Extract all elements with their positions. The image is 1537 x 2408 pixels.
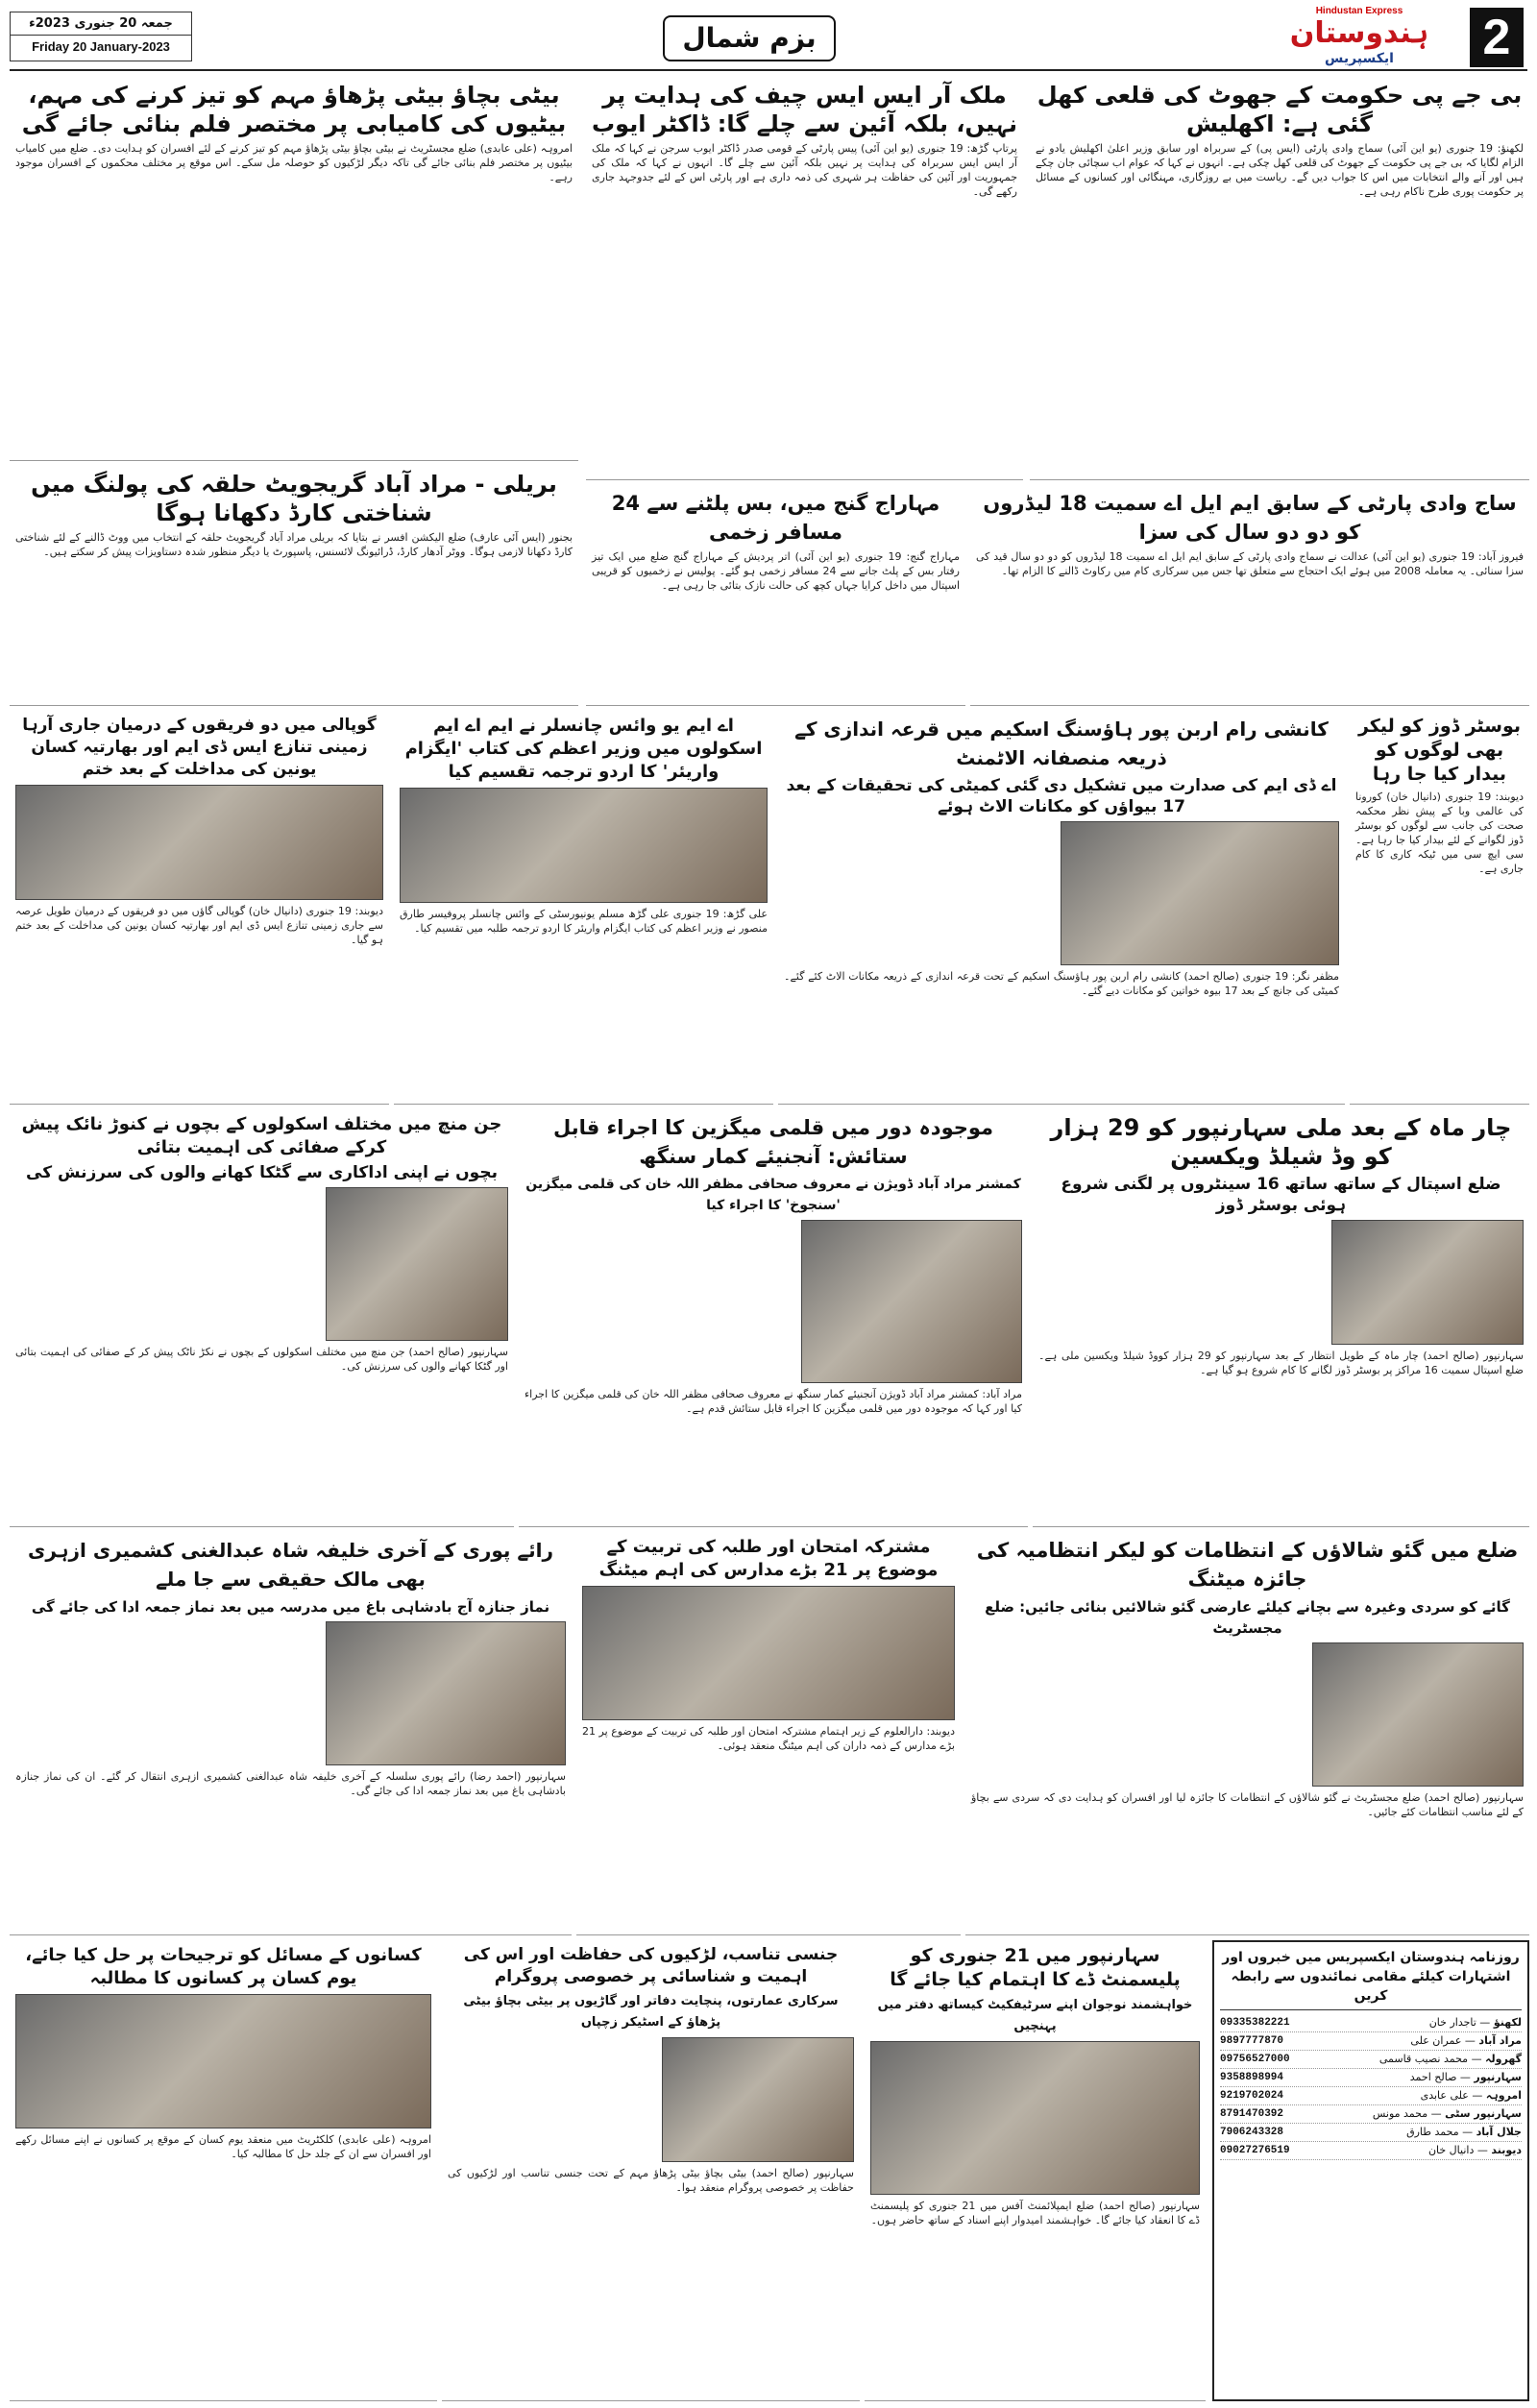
contact-city: لکھنؤ <box>1493 2016 1522 2029</box>
contact-row: سہارنپور سٹی — محمد مونس 8791470392 <box>1220 2105 1522 2124</box>
article-headline: جن منچ میں مختلف اسکولوں کے بچوں نے کنوڑ نائک پیش کرکے صفائی کی اہمیت بتائی <box>21 1114 502 1157</box>
article-subhead: گائے کو سردی وغیرہ سے بچانے کیلئے عارضی گئو شالائیں بنائی جائیں: ضلع مجسٹریٹ <box>985 1598 1510 1637</box>
article-photo <box>1061 821 1339 965</box>
contact-name: تاجدار خان <box>1428 2016 1476 2029</box>
article-headline: رائے پوری کے آخری خلیفہ شاہ عبدالغنی کشمیری ازہری بھی مالک حقیقی سے جا ملے <box>28 1539 553 1591</box>
contact-list <box>1220 2014 1522 2160</box>
contact-row: جلال آباد — محمد طارق 7906243328 <box>1220 2124 1522 2142</box>
article-subhead: سرکاری عمارتوں، پنچایت دفاتر اور گاڑیوں پر بیٹی بچاؤ بیٹی پڑھاؤ کے اسٹیکر زچپاں <box>463 1994 839 2030</box>
contact-phone: 09756527000 <box>1220 2054 1290 2065</box>
article-body: امروہہ (علی عابدی) کلکٹریٹ میں منعقد یوم کسان کے موقع پر کسانوں نے اپنے مسائل رکھے اور افسران سے ان کے جلد حل کا مطالبہ کیا۔ <box>15 2133 431 2160</box>
article-a1 <box>1030 77 1529 480</box>
article-photo <box>15 1994 431 2128</box>
contact-city: امروہہ <box>1485 2089 1522 2102</box>
article-headline: بریلی - مراد آباد گریجویٹ حلقہ کی پولنگ میں شناختی کارڈ دکھانا ہوگا <box>31 471 557 526</box>
logo-urdu-sub: ایکسپریس <box>1325 51 1394 66</box>
contact-name: عمران علی <box>1410 2034 1462 2047</box>
article-body: سہارنپور (صالح احمد) ضلع ایمپلائمنٹ آفس میں 21 جنوری کو پلیسمنٹ ڈے کا انعقاد کیا جائے گا۔ خواہشمند امیدوار اپنے اسناد کے ساتھ حاضر ہوں۔ <box>870 2200 1200 2226</box>
contact-name: علی عابدی <box>1420 2089 1469 2102</box>
article-headline: سہارنپور میں 21 جنوری کو پلیسمنٹ ڈے کا اہتمام کیا جائے گا <box>890 1945 1181 1990</box>
newspaper-logo <box>1258 6 1460 67</box>
article-subhead: کمشنر مراد آباد ڈویژن نے معروف صحافی مظفر اللہ خان کی قلمی میگزین 'سنجوخ' کا اجراء کیا <box>525 1177 1021 1213</box>
article-a12 <box>519 1109 1028 1527</box>
article-headline: چار ماہ کے بعد ملی سہارنپور کو 29 ہزار کو وڈ شیلڈ ویکسین <box>1050 1114 1512 1170</box>
article-a19 <box>10 1940 437 2401</box>
article-photo <box>326 1621 566 1765</box>
article-body: فیروز آباد: 19 جنوری (یو این آئی) عدالت نے سماج وادی پارٹی کے سابق ایم ایل اے سمیت 18 لیڈروں کو دو دو سال قید کی سزا سنائی۔ یہ معاملہ 2008 میں ہوئے ایک احتجاج سے متعلق تھا جس میں سرکاری کام میں رکاوٹ ڈالنے کا الزام تھا۔ <box>976 550 1525 577</box>
article-a9 <box>394 711 773 1105</box>
article-headline: ساج وادی پارٹی کے سابق ایم ایل اے سمیت 18 لیڈروں کو دو دو سال کی سزا <box>983 492 1517 544</box>
article-a17 <box>865 1940 1206 2401</box>
article-body: بجنور (ایس آئی عارف) ضلع الیکشن افسر نے بتایا کہ بریلی مراد آباد گریجویٹ حلقہ کے انتخاب میں ووٹ ڈالنے کے لئے شناختی کارڈ دکھانا لازمی ہوگا۔ ووٹر آدھار کارڈ، ڈرائیونگ لائسنس، پاسپورٹ یا دیگر منظور شدہ دستاویزات پیش کر سکتے ہیں۔ <box>15 531 573 558</box>
article-a7 <box>1350 711 1529 1105</box>
article-headline: کسانوں کے مسائل کو ترجیحات پر حل کیا جائے، یوم کسان پر کسانوں کا مطالبہ <box>25 1945 422 1988</box>
contact-row: لکھنؤ — تاجدار خان 09335382221 <box>1220 2014 1522 2032</box>
contact-row: سہارنپور — صالح احمد 9358898994 <box>1220 2069 1522 2087</box>
contact-phone: 9358898994 <box>1220 2072 1284 2083</box>
article-subhead: اے ڈی ایم کی صدارت میں تشکیل دی گئی کمیٹی کی تحقیقات کے بعد 17 بیواؤں کو مکانات الاٹ ہوئے <box>786 776 1337 816</box>
contact-name: دانیال خان <box>1427 2144 1475 2156</box>
article-photo <box>326 1187 508 1341</box>
article-body: دیوبند: دارالعلوم کے زیر اہتمام مشترکہ امتحان اور طلبہ کی تربیت کے موضوع پر 21 بڑے مدارس کے ذمہ داران کی اہم میٹنگ منعقد ہوئی۔ <box>582 1725 955 1752</box>
article-photo <box>1331 1220 1524 1345</box>
article-body: سہارنپور (صالح احمد) ضلع مجسٹریٹ نے گئو شالاؤں کے انتظامات کا جائزہ لیا اور افسران کو ہدایت دی کہ سردی سے بچاؤ کے لئے مناسب انتظامات کئے جائیں۔ <box>971 1791 1524 1818</box>
contact-phone: 8791470392 <box>1220 2108 1284 2120</box>
article-photo <box>400 788 768 903</box>
article-body: دیوبند: 19 جنوری (دانیال خان) گوپالی گاؤں میں دو فریقوں کے درمیان طویل عرصہ سے جاری زمینی تنازع ایس ڈی ایم اور بھارتیہ کسان یونین کی مداخلت کے بعد ختم ہو گیا۔ <box>15 905 384 946</box>
article-body: امروہہ (علی عابدی) ضلع مجسٹریٹ نے بیٹی بچاؤ بیٹی پڑھاؤ مہم کو تیز کرنے کے لئے افسران کو ہدایت دی۔ ضلع میں کامیاب بیٹیوں پر مختصر فلم بنائی جائے گی تاکہ دیگر لڑکیوں کو حوصلہ مل سکے۔ اس موقع پر مختلف محکموں کے افسران موجود رہے۔ <box>15 142 573 183</box>
contact-name: صالح احمد <box>1409 2071 1457 2083</box>
contact-name: محمد نصیب قاسمی <box>1378 2053 1469 2065</box>
article-photo <box>15 785 383 900</box>
article-a11 <box>1033 1109 1529 1527</box>
article-body: سہارنپور (صالح احمد) بیٹی بچاؤ بیٹی پڑھاؤ مہم کے تحت جنسی تناسب اور لڑکیوں کی حفاظت پر خصوصی پروگرام منعقد ہوا۔ <box>448 2167 854 2194</box>
article-headline: بوسٹر ڈوز کو لیکر بھی لوگوں کو بیدار کیا جا رہا <box>1357 716 1522 785</box>
contact-city: سہارنپور <box>1474 2071 1522 2083</box>
article-headline: اے ایم یو وائس چانسلر نے ایم اے ایم اسکولوں میں وزیر اعظم کی کتاب 'ایگزام واریئر' کا اردو ترجمہ تقسیم کیا <box>404 716 763 782</box>
contacts-box <box>1212 1940 1529 2401</box>
article-a5 <box>586 485 965 706</box>
article-a10 <box>10 711 389 1105</box>
contact-city: مراد آباد <box>1478 2034 1522 2047</box>
contact-name: محمد طارق <box>1406 2126 1459 2138</box>
article-body: مراد آباد: کمشنر مراد آباد ڈویژن آنجنیئے کمار سنگھ نے معروف صحافی مظفر اللہ خان کی قلمی میگزین کا اجراء کیا اور کہا کہ موجودہ دور میں قلمی میگزین کا اجراء قابل ستائش قدم ہے۔ <box>525 1388 1022 1415</box>
article-headline: گوپالی میں دو فریقوں کے درمیان جاری آرہا زمینی تنازع ایس ڈی ایم اور بھارتیہ کسان یونین کی مداخلت کے بعد ختم <box>22 716 377 779</box>
article-a6 <box>10 466 578 706</box>
article-headline: جنسی تناسب، لڑکیوں کی حفاظت اور اس کی اہمیت و شناسائی پر خصوصی پروگرام <box>463 1945 839 1986</box>
section-title: بزم شمال <box>663 15 836 61</box>
article-body: علی گڑھ: 19 جنوری علی گڑھ مسلم یونیورسٹی کے وائس چانسلر پروفیسر طارق منصور نے وزیر اعظم کی کتاب ایگزام واریئر کا اردو ترجمہ طلبہ میں تقسیم کیا۔ <box>400 908 768 935</box>
article-body: سہارنپور (صالح احمد) چار ماہ کے طویل انتظار کے بعد سہارنپور کو 29 ہزار کووڈ شیلڈ ویکسین ملی ہے۔ ضلع اسپتال سمیت 16 مراکز پر بوسٹر ڈوز لگانے کا کام شروع ہو گیا ہے۔ <box>1038 1350 1525 1376</box>
article-photo <box>870 2041 1200 2195</box>
article-subhead: خواہشمند نوجوان اپنے سرٹیفکیٹ کیساتھ دفتر میں پہنچیں <box>877 1998 1193 2033</box>
article-body: سہارنپور (احمد رضا) رائے پوری سلسلہ کے آخری خلیفہ شاہ عبدالغنی کشمیری ازہری انتقال کر گئے۔ ان کی نماز جنازہ بادشاہی باغ میں بعد نماز جمعہ ادا کی جائے گی۔ <box>15 1770 566 1797</box>
article-headline: ضلع میں گئو شالاؤں کے انتظامات کو لیکر انتظامیہ کی جائزہ میٹنگ <box>976 1539 1519 1591</box>
article-photo <box>1312 1642 1524 1787</box>
contact-phone: 09335382221 <box>1220 2017 1290 2029</box>
article-headline: بیٹی بچاؤ بیٹی پڑھاؤ مہم کو تیز کرنے کی مہم، بیٹیوں کی کامیابی پر مختصر فلم بنائی جائے گی <box>21 82 567 137</box>
article-body: دیوبند: 19 جنوری (دانیال خان) کورونا کی عالمی وبا کے پیش نظر محکمہ صحت کی جانب سے لوگوں کو بوسٹر ڈوز لگوانے کے لئے بیدار کیا جا رہا ہے۔ سی ایچ سی میں ٹیکہ کاری کا کام جاری ہے۔ <box>1355 791 1524 875</box>
article-a15 <box>576 1532 961 1935</box>
article-headline: بی جے پی حکومت کے جھوٹ کی قلعی کھل گئی ہے: اکھلیش <box>1037 82 1523 137</box>
contacts-heading: روزنامہ ہندوستان ایکسپریس میں خبروں اور اشتہارات کیلئے مقامی نمائندوں سے رابطہ کریں <box>1220 1948 1522 2010</box>
article-photo <box>662 2037 854 2162</box>
logo-urdu: ہندوستان <box>1289 16 1429 50</box>
contact-row: مراد آباد — عمران علی 9897777870 <box>1220 2032 1522 2051</box>
article-a2 <box>586 77 1023 480</box>
article-a13 <box>10 1109 514 1527</box>
article-a18 <box>442 1940 860 2401</box>
article-body: مہاراج گنج: 19 جنوری (یو این آئی) اتر پردیش کے مہاراج گنج ضلع میں ایک تیز رفتار بس کے پلٹ جانے سے 24 مسافر زخمی ہو گئے۔ پولیس نے زخمیوں کو قریبی اسپتال میں داخل کرایا جہاں کچھ کی حالت نازک بتائی جا رہی ہے۔ <box>592 550 961 592</box>
article-a3 <box>10 77 578 461</box>
article-headline: ملک آر ایس ایس چیف کی ہدایت پر نہیں، بلکہ آئین سے چلے گا: ڈاکٹر ایوب <box>592 82 1017 137</box>
page-number: 2 <box>1470 8 1524 67</box>
contact-phone: 9219702024 <box>1220 2090 1284 2102</box>
article-headline: مشترکہ امتحان اور طلبہ کی تربیت کے موضوع پر 21 بڑے مدارس کی اہم میٹنگ <box>598 1537 939 1580</box>
article-a16 <box>10 1532 572 1935</box>
article-subhead: نماز جنازہ آج بادشاہی باغ میں مدرسہ میں بعد نماز جمعہ ادا کی جائے گی <box>31 1598 550 1616</box>
article-a8 <box>778 711 1345 1105</box>
contact-row: دیوبند — دانیال خان 09027276519 <box>1220 2142 1522 2160</box>
contact-phone: 9897777870 <box>1220 2035 1284 2047</box>
contact-name: محمد مونس <box>1372 2107 1428 2120</box>
article-photo <box>582 1586 955 1720</box>
contact-row: گھرولہ — محمد نصیب قاسمی 09756527000 <box>1220 2051 1522 2069</box>
contact-city: دیوبند <box>1491 2144 1522 2156</box>
article-a14 <box>965 1532 1529 1935</box>
contact-phone: 7906243328 <box>1220 2127 1284 2138</box>
contact-city: سہارنپور سٹی <box>1445 2107 1522 2120</box>
date-urdu: جمعہ 20 جنوری 2023ء <box>11 12 191 36</box>
article-body: لکھنؤ: 19 جنوری (یو این آئی) سماج وادی پارٹی (ایس پی) کے سربراہ اور سابق وزیر اعلیٰ اکھلیش یادو نے الزام لگایا کہ بی جے پی حکومت کے جھوٹ کی قلعی کھل چکی ہے۔ انہوں نے کہا کہ عوام اب سچائی جان چکے ہیں اور آنے والے انتخابات میں اس کا جواب دیں گے۔ ریاست میں بے روزگاری، مہنگائی اور کسانوں کے مسائل پر حکومت پوری طرح ناکام رہی ہے۔ <box>1035 142 1524 198</box>
article-photo <box>801 1220 1022 1383</box>
date-english: Friday 20 January-2023 <box>32 39 170 54</box>
contact-city: جلال آباد <box>1476 2126 1522 2138</box>
article-headline: مہاراج گنج میں، بس پلٹنے سے 24 مسافر زخمی <box>611 492 940 544</box>
contact-city: گھرولہ <box>1485 2053 1522 2065</box>
article-subhead: ضلع اسپتال کے ساتھ ساتھ 16 سینٹروں پر لگنی شروع ہوئی بوسٹر ڈوز <box>1061 1175 1501 1215</box>
contact-row: امروہہ — علی عابدی 9219702024 <box>1220 2087 1522 2105</box>
logo-tagline: Hindustan Express <box>1315 6 1403 16</box>
article-subhead: بچوں نے اپنی اداکاری سے گٹکا کھانے والوں کی سرزنش کی <box>26 1163 498 1182</box>
article-body: سہارنپور (صالح احمد) جن منچ میں مختلف اسکولوں کے بچوں نے نکڑ ناٹک پیش کر کے صفائی کی اہمیت بتائی اور گٹکا کھانے والوں کی سرزنش کی۔ <box>15 1346 508 1373</box>
contact-phone: 09027276519 <box>1220 2145 1290 2156</box>
article-a4 <box>970 485 1529 706</box>
article-body: پرتاپ گڑھ: 19 جنوری (یو این آئی) پیس پارٹی کے قومی صدر ڈاکٹر ایوب سرجن نے کہا کہ ملک آر ایس ایس سربراہ کی ہدایت پر نہیں بلکہ آئین سے چلے گا۔ انہوں نے کہا کہ ملک کی جمہوریت اور آئین کی حفاظت ہر شہری کی ذمہ داری ہے اور پارٹی اس کے لئے جدوجہد جاری رکھے گی۔ <box>592 142 1017 198</box>
date-box <box>10 12 192 61</box>
article-headline: موجودہ دور میں قلمی میگزین کا اجراء قابل ستائش: آنجنیئے کمار سنگھ <box>552 1116 994 1168</box>
article-headline: کانشی رام اربن پور ہاؤسنگ اسکیم میں قرعہ اندازی کے ذریعہ منصفانہ الاٹمنٹ <box>794 718 1329 769</box>
article-body: مظفر نگر: 19 جنوری (صالح احمد) کانشی رام اربن پور ہاؤسنگ اسکیم کے تحت قرعہ اندازی کے ذریعہ مکانات الاٹ کئے گئے۔ کمیٹی کی جانچ کے بعد 17 بیوہ خواتین کو مکانات دیے گئے۔ <box>784 970 1339 997</box>
masthead <box>10 6 1527 71</box>
